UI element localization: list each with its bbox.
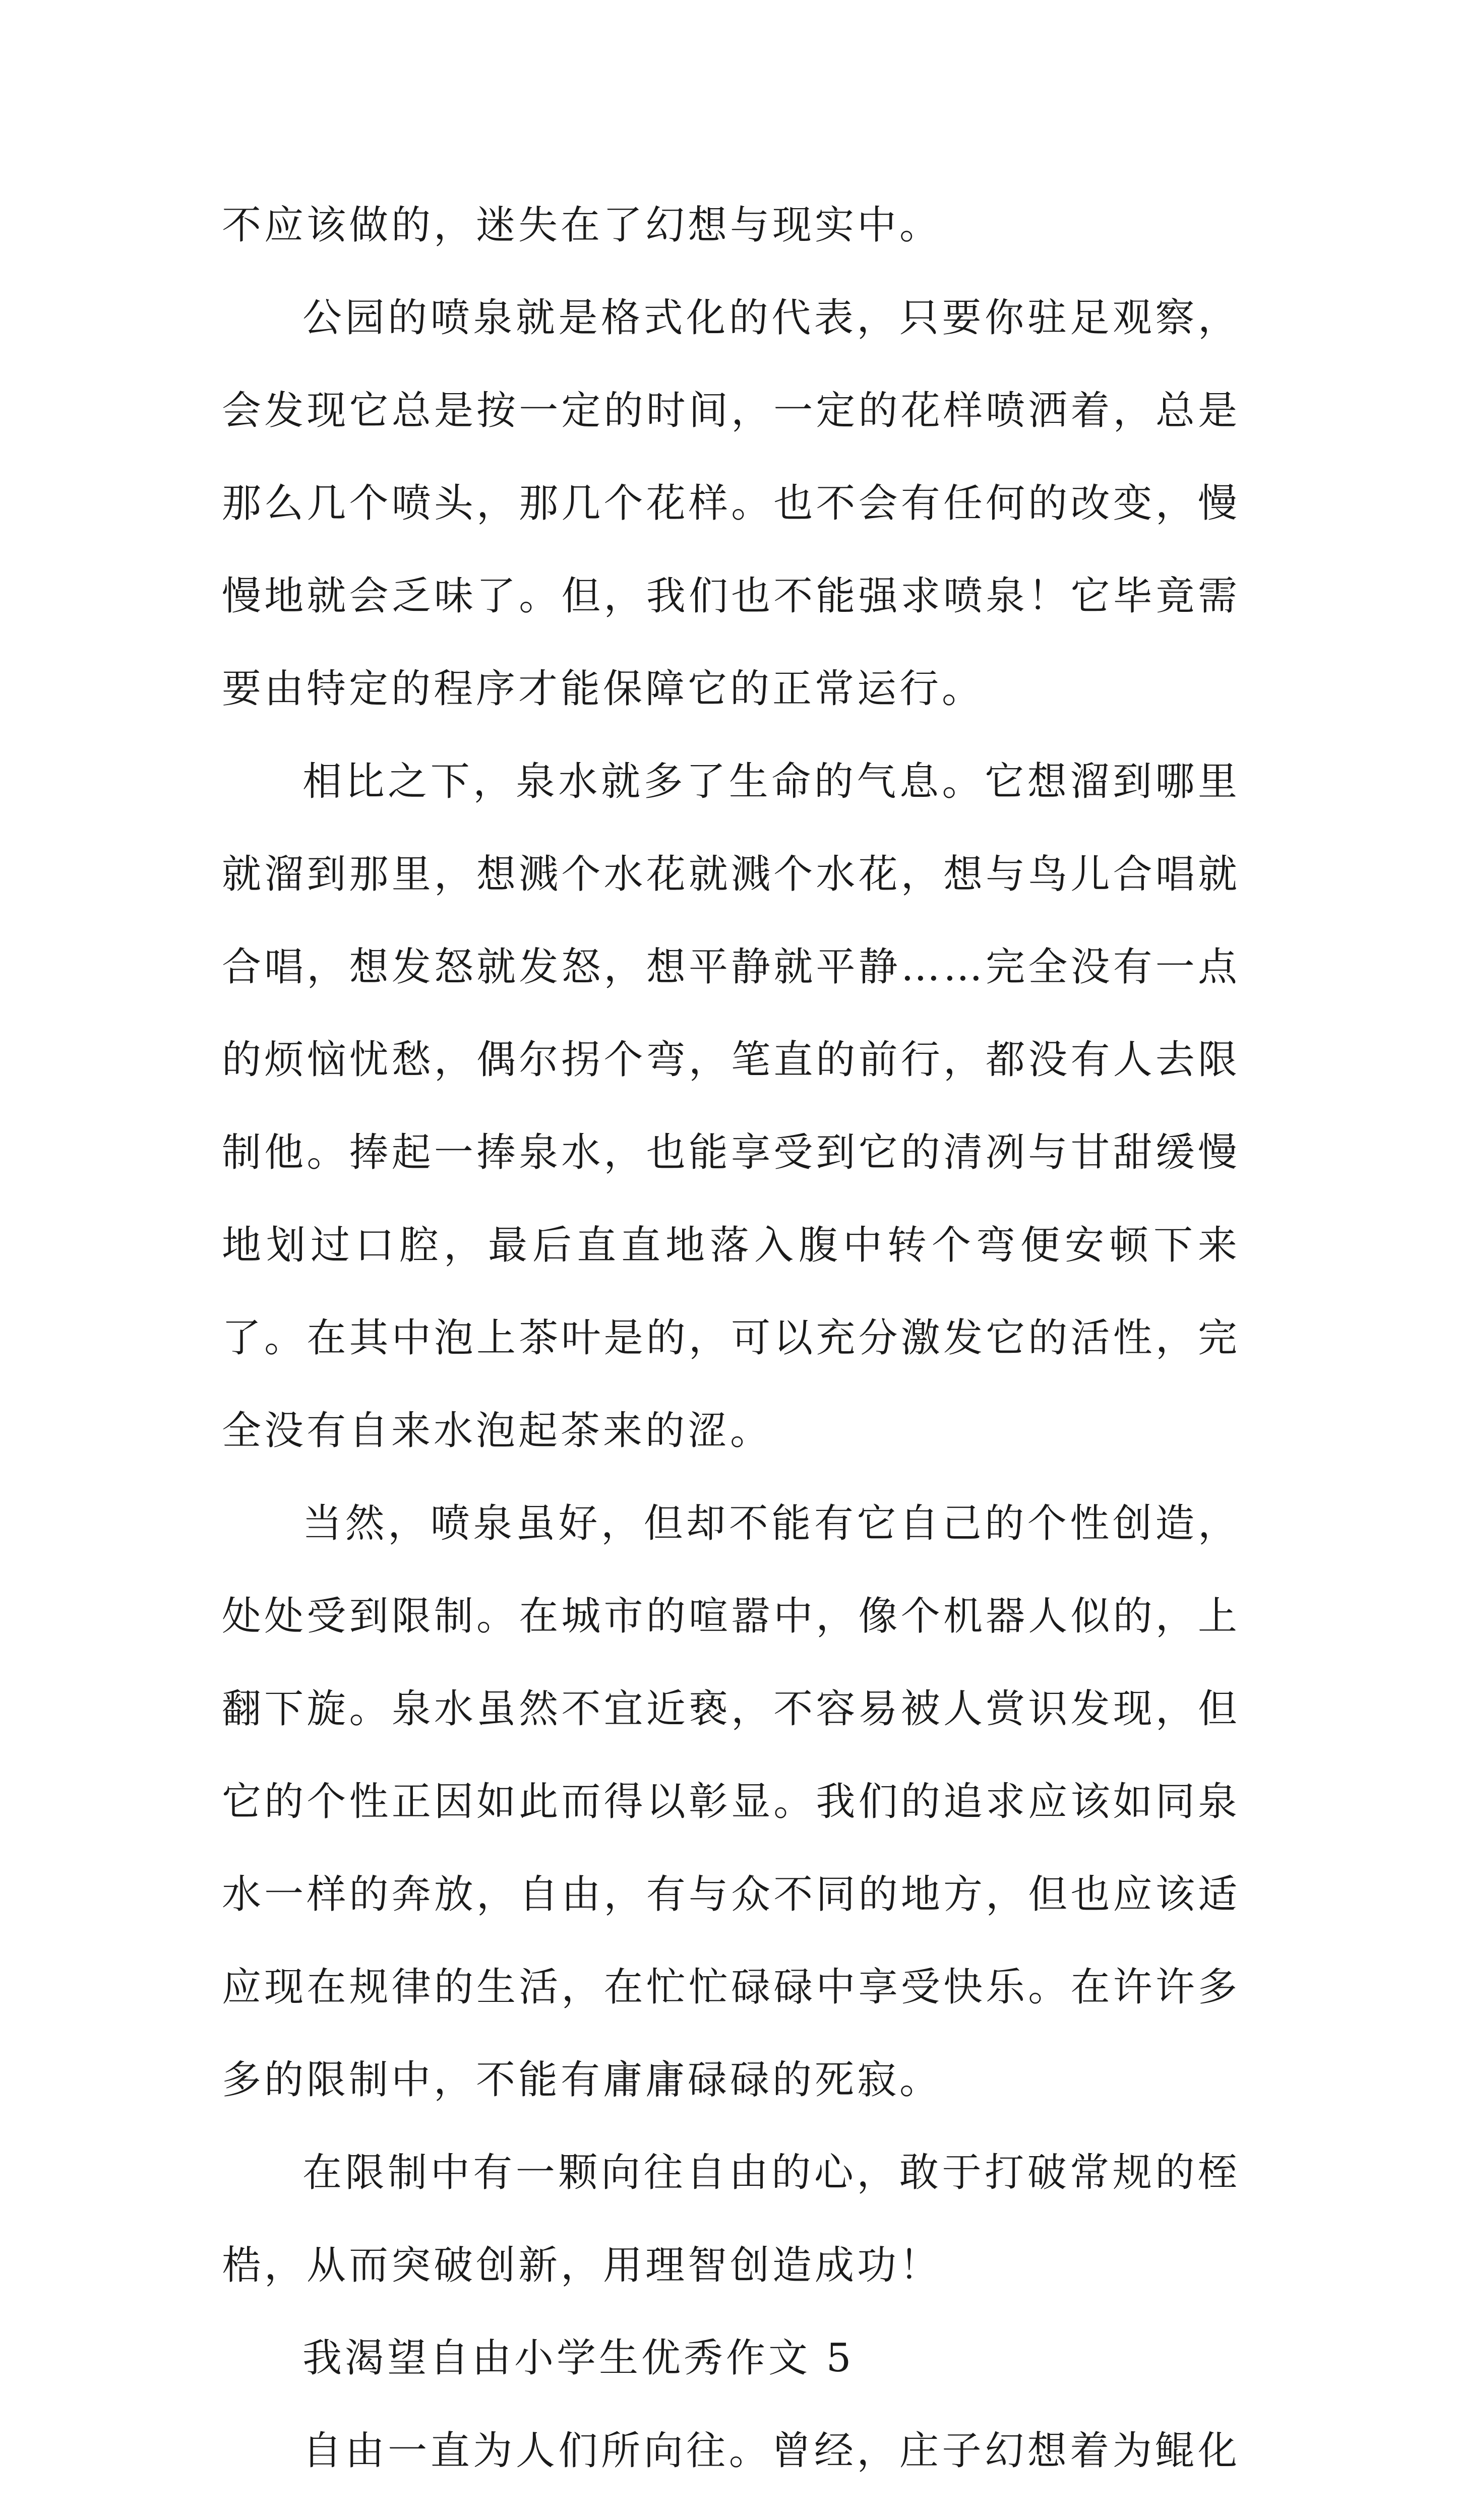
- paragraph-5: 在限制中有一颗向往自由的心，敢于打破常规的桎梏，从而突破创新，用理智创造成功！: [222, 2150, 1240, 2288]
- paragraph-3: 相比之下，泉水就多了生命的气息。它想溜到哪里就溜到那里，想溅个水花就溅个水花，想与鸟儿合唱就合唱，想发怒就发怒，想平静就平静……完全没有一点的烦恼忧愁，偶尔拐个弯，笔直的前行，都没有人去限制他。捧起一捧泉水，也能享受到它的清冽与甘甜缓慢地划过口腔，最后直直地落入腹中转个弯便安顿下来了。在其中泡上茶叶是的，可以充分激发它的活性，完全没有自来水泡起茶来的涩。: [222, 759, 1240, 1454]
- section-heading: 我渴望自由小学生优秀作文 5: [302, 2336, 855, 2381]
- document-body: [222, 179, 1240, 2520]
- paragraph-2: 公园的喷泉就是格式化的代表，只要你驻足观察，会发现它总是按一定的时间，一定的花样喷洒着，总是那么几个喷头，那几个花样。也不会有任何的改变，慢慢地就会乏味了。但，我们也不能强求喷泉！它毕竟需要由特定的程序才能保障它的正常运行。: [222, 295, 1240, 712]
- paragraph-4: 当然，喷泉虽好，但却不能有它自己的个性创造，处处受到限制。在城市的喧嚣中，像个机器人似的，上翻下旋。泉水虽然不宜近亵，不容易被人赏识发现，但它的个性正因如此而得以彰显。我们的追求应该如同泉水一样的奔放，自由，有与众不同的地方，但也应该适应现在规律的生活，在忙忙碌碌中享受快乐。在许许多多的限制中，不能有庸庸碌碌的死寂。: [222, 1501, 1240, 2103]
- paragraph-6: 自由一直为人们所向往。曾经，庄子幻想着为鲲化: [302, 2428, 1240, 2474]
- paragraph-1: 不应该做的，迷失在了幻想与现实中。: [222, 203, 942, 248]
